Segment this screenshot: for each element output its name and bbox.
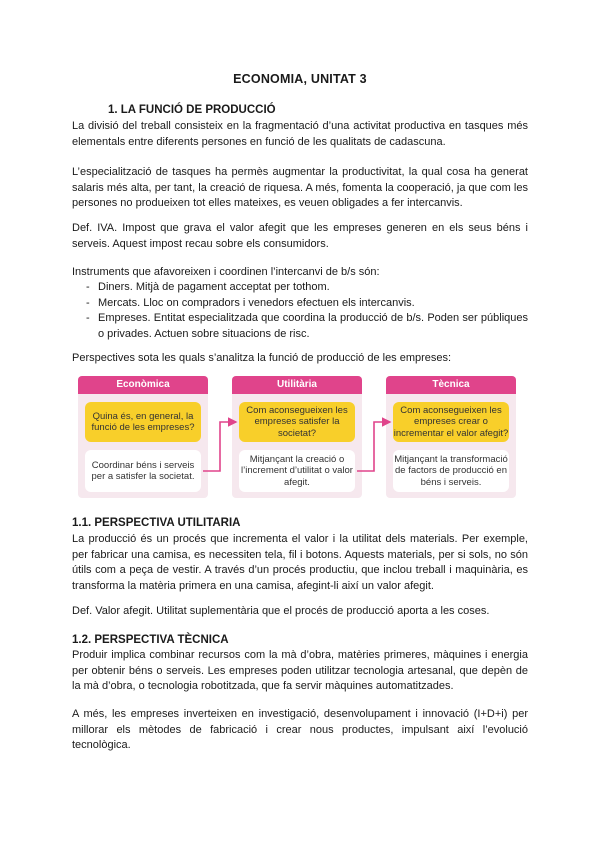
section-1-heading: 1. LA FUNCIÓ DE PRODUCCIÓ (108, 104, 276, 116)
list-item: - Diners. Mitjà de pagament acceptat per tothom. (72, 280, 528, 296)
answer-box: Coordinar béns i serveis per a satisfer la societat. (85, 450, 201, 492)
section-1-2-heading: 1.2. PERSPECTIVA TÈCNICA (72, 634, 229, 646)
column-header: Utilitària (232, 376, 362, 394)
list-item: - Empreses. Entitat especialitzada que coordina la producció de b/s. Poden ser públiques o privades. Actuen sobre situacions de risc. (72, 311, 528, 342)
perspectives-diagram (78, 376, 528, 498)
arrow-econ-to-util (203, 422, 236, 471)
question-box: Com aconsegueixen les empreses crear o incrementar el valor afegit? (393, 402, 509, 442)
document-title: ECONOMIA, UNITAT 3 (233, 72, 367, 86)
column-header: Econòmica (78, 376, 208, 394)
paragraph-especialitzacio: L’especialització de tasques ha permès augmentar la productivitat, la qual cosa ha generat salaris més alta, per tant, la creació de riquesa. A més, fomenta la cooperació, ja que com les persones no produeixen tot elles mateixes, es veuen obligades a fer intercanvis. (72, 166, 528, 209)
section-1-1-heading: 1.1. PERSPECTIVA UTILITARIA (72, 517, 241, 529)
paragraph-perspectives: Perspectives sota les quals s’analitza la funció de producció de les empreses: (72, 352, 452, 364)
paragraph-instruments: Instruments que afavoreixen i coordinen l’intercanvi de b/s són: (72, 266, 380, 278)
paragraph-def-valor-afegit: Def. Valor afegit. Utilitat suplementària que el procés de producció aporta a les coses. (72, 605, 490, 617)
paragraph-tecnica: Produir implica combinar recursos com la mà d’obra, matèries primeres, màquines i energia per obtenir béns o serveis. Les empreses poden utilitzar tecnologia artesanal, que depèn de la mà d’obra, o tecnologia robotitzada, que fa servir màquines automatitzades. (72, 649, 528, 692)
connector-arrows (78, 376, 528, 498)
answer-box: Mitjançant la creació o l’increment d’utilitat o valor afegit. (239, 450, 355, 492)
answer-box: Mitjançant la transformació de factors de producció en béns i serveis. (393, 450, 509, 492)
arrow-util-to-tec (357, 422, 390, 471)
paragraph-division-treball: La divisió del treball consisteix en la fragmentació d’una activitat productiva en tasques més elementals entre diferents persones en funció de les qualitats de cadascuna. (72, 120, 528, 148)
list-item: - Mercats. Lloc on compradors i venedors efectuen els intercanvis. (72, 296, 528, 312)
column-header: Tècnica (386, 376, 516, 394)
question-box: Com aconsegueixen les empreses satisfer la societat? (239, 402, 355, 442)
paragraph-idi: A més, les empreses inverteixen en investigació, desenvolupament i innovació (I+D+i) per millorar els mètodes de fabricació i crear nous productes, impulsant així l’evolució tecnològica. (72, 708, 528, 751)
question-box: Quina és, en general, la funció de les empreses? (85, 402, 201, 442)
instruments-list (72, 280, 528, 342)
paragraph-def-iva: Def. IVA. Impost que grava el valor afegit que les empreses generen en els seus béns i serveis. Aquest impost recau sobre els consumidors. (72, 222, 528, 250)
paragraph-utilitaria: La producció és un procés que incrementa el valor i la utilitat dels materials. Per exemple, per fabricar una camisa, es necessiten tela, fil i botons. Aquests materials, per si sols, no són útils com a peça de vestir. A través d’un procés productiu, que inclou treball i maquinària, es transforma la matèria primera en una camisa, afegint-li així un valor afegit. (72, 533, 528, 592)
